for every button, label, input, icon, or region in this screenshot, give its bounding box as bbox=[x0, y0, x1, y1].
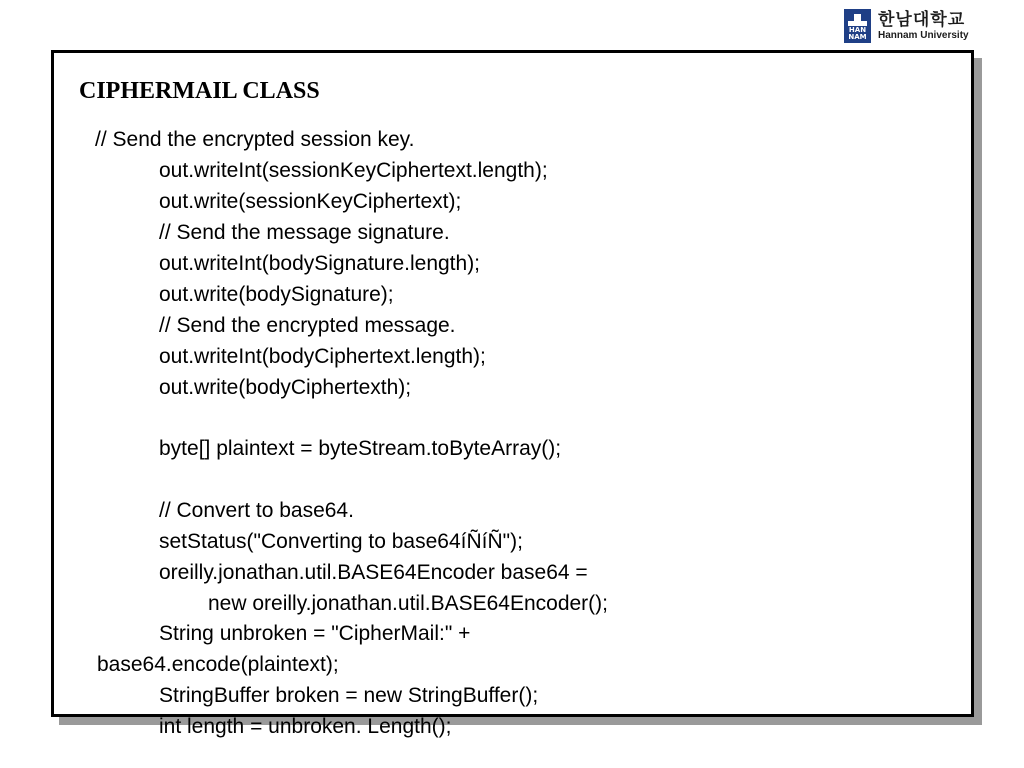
logo-english-name: Hannam University bbox=[878, 30, 969, 41]
code-line: // Send the encrypted session key. bbox=[95, 128, 415, 151]
code-line: oreilly.jonathan.util.BASE64Encoder base64 = bbox=[159, 561, 588, 584]
slide-title: CIPHERMAIL CLASS bbox=[79, 78, 320, 104]
code-line: StringBuffer broken = new StringBuffer(); bbox=[159, 684, 539, 707]
code-line: int length = unbroken. Length(); bbox=[159, 715, 452, 738]
code-line: out.write(bodyCiphertexth); bbox=[159, 376, 412, 399]
code-line: out.write(sessionKeyCiphertext); bbox=[159, 190, 462, 213]
code-line: out.writeInt(bodyCiphertext.length); bbox=[159, 345, 486, 368]
code-line: // Send the message signature. bbox=[159, 221, 450, 244]
code-line: base64.encode(plaintext); bbox=[97, 653, 339, 676]
code-line: out.writeInt(sessionKeyCiphertext.length); bbox=[159, 159, 548, 182]
code-line: out.writeInt(bodySignature.length); bbox=[159, 252, 481, 275]
logo-korean-name: 한남대학교 bbox=[878, 10, 966, 30]
emblem-text: HAN NAM bbox=[848, 26, 867, 41]
code-line: // Convert to base64. bbox=[159, 499, 354, 522]
code-line: setStatus("Converting to base64íÑíÑ"); bbox=[159, 530, 523, 553]
code-line: out.write(bodySignature); bbox=[159, 283, 394, 306]
code-line: new oreilly.jonathan.util.BASE64Encoder(); bbox=[208, 592, 608, 615]
code-line: // Send the encrypted message. bbox=[159, 314, 456, 337]
code-line: String unbroken = "CipherMail:" + bbox=[159, 622, 471, 645]
code-line: byte[] plaintext = byteStream.toByteArray(); bbox=[159, 437, 562, 460]
